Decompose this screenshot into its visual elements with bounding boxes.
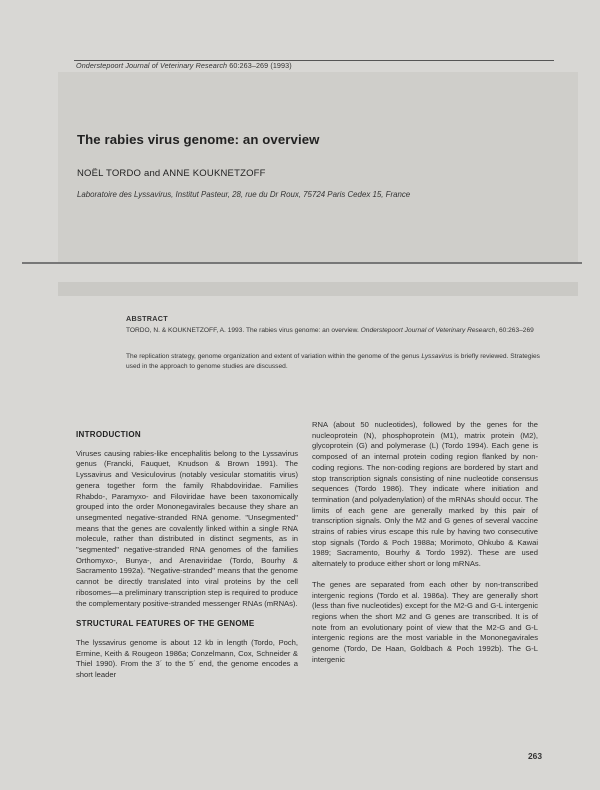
author-affiliation: Laboratoire des Lyssavirus, Institut Pasteur, 28, rue du Dr Roux, 75724 Paris Cedex 15, France (77, 190, 411, 199)
journal-name: Onderstepoort Journal of Veterinary Research (76, 61, 228, 70)
citation-authors-title: TORDO, N. & KOUKNETZOFF, A. 1993. The rabies virus genome: an overview. (126, 327, 359, 334)
abstract-heading: ABSTRACT (126, 314, 168, 323)
abstract-citation (126, 326, 536, 336)
journal-volume: 60:263–269 (1993) (229, 61, 292, 70)
abstract-text-a: The replication strategy, genome organization and extent of variation within the genome of the genus (126, 353, 420, 360)
introduction-heading: INTRODUCTION (76, 430, 141, 439)
right-paragraph-2: The genes are separated from each other by non-transcribed intergenic regions (Tordo et al. 1986a). They are generally short (less than five nucleotides) except for the M2-G and G-L intergenic regions when the short M2 and G genes are transcribed. It is of note from an evolutionary point of view that the M2-G and G-L intergenic regions are the most variable in the Mononegavirales genome (Tordo, De Haan, Goldbach & Poch 1992b). The G-L intergenic (312, 579, 538, 664)
grey-band (58, 282, 578, 296)
introduction-paragraph: Viruses causing rabies-like encephalitis belong to the Lyssavirus genus (Francki, Fauquet, Knudson & Brown 1991). The Lyssavirus and Vesiculovirus (notably vesicular stomatitis virus) genera together form the family Rhabdoviridae. Families Rhabdo-, Paramyxo- and Filoviridae have been taxonomically grouped into the order Mononegavirales because they share an unsegmented negative-stranded RNA genome. "Unsegmented" means that the genes are covalently linked within a single RNA molecule, rather than distributed in distinct segments, as in "segmented" negative-stranded RNA genomes of the families Orthomyxo-, Bunya-, and Arenaviridae (Tordo, Bourhy & Sacramento 1992a). "Negative-stranded" means that the genome cannot be directly translated into viral proteins by the cell ribosomes—a preliminary transcription step is required to produce the complementary positive-stranded messenger RNAs (mRNAs). (76, 448, 298, 608)
left-column (76, 430, 298, 681)
page-number: 263 (528, 751, 542, 761)
structural-features-paragraph: The lyssavirus genome is about 12 kb in length (Tordo, Poch, Ermine, Keith & Rougeon 1986a; Conzelmann, Cox, Schneider & Thiel 1990). From the 3´ to the 5´ end, the genome encodes a short leader (76, 637, 298, 680)
abstract-text-b: is briefly reviewed. Strategies used in the approach to genome studies are discussed. (126, 353, 540, 370)
abstract-text (126, 352, 546, 372)
article-authors: NOËL TORDO and ANNE KOUKNETZOFF (77, 168, 266, 179)
abstract-genus: Lyssavirus (421, 353, 453, 360)
citation-journal: Onderstepoort Journal of Veterinary Research (360, 327, 496, 334)
citation-pages: , 60:263–269 (495, 327, 534, 334)
divider-rule (22, 262, 582, 264)
structural-features-heading: STRUCTURAL FEATURES OF THE GENOME (76, 619, 255, 629)
journal-header (76, 61, 292, 70)
article-title: The rabies virus genome: an overview (77, 132, 320, 147)
right-column (312, 420, 538, 665)
right-paragraph-1: RNA (about 50 nucleotides), followed by the genes for the nucleoprotein (N), phosphoprotein (M1), matrix protein (M2), glycoprotein (G) and polymerase (L) (Tordo 1994). Each gene is composed of an internal protein coding region flanked by non-coding regions. The non-coding regions are bordered by start and stop transcription signals consisting of nine nucleotide consensus sequences (Tordo 1986). They indicate where initiation and termination (and polyadenylation) of the mRNAs should occur. The limits of each gene are generally marked by this pair of transcription signals. Only the M2 and G genes of several vaccine strains of rabies virus escape this rule by having two consecutive stop signals (Tordo & Poch 1988a; Morimoto, Ohkubo & Kawai 1989; Sacramento, Bourhy & Tordo 1992). These are used alternately to produce either short or long mRNAs. (312, 420, 538, 569)
